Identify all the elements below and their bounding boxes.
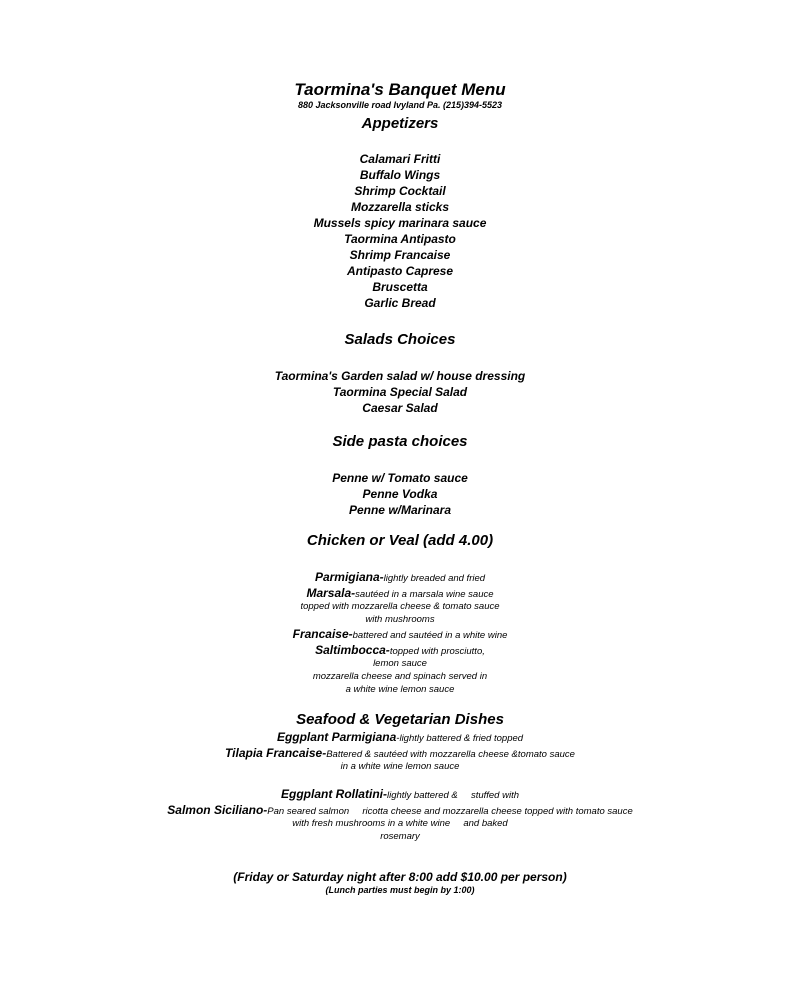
dish-description-line: with fresh mushrooms in a white wine and baked <box>292 818 508 829</box>
dish-salmon-siciliano <box>0 804 800 817</box>
dish-description: lightly breaded and fried <box>383 573 486 584</box>
list-item: Shrimp Cocktail <box>354 184 446 198</box>
list-item: Buffalo Wings <box>359 168 441 182</box>
dish-description: topped with prosciutto, <box>389 646 485 657</box>
lunch-note: (Lunch parties must begin by 1:00) <box>325 885 475 895</box>
list-item: Penne w/ Tomato sauce <box>332 471 468 485</box>
dish-description-line: rosemary <box>380 831 420 842</box>
dish-description-line: topped with mozzarella cheese & tomato sauce <box>300 601 500 612</box>
list-item: Taormina Antipasto <box>344 232 456 246</box>
seafood-heading: Seafood & Vegetarian Dishes <box>296 711 504 728</box>
dish-eggplant-rollatini <box>0 788 800 801</box>
dish-description: lightly battered & stuffed with <box>386 790 519 801</box>
dish-description: Pan seared salmon ricotta cheese and mozzarella cheese topped with tomato sauce <box>267 806 633 817</box>
dish-name: Marsala- <box>306 586 356 600</box>
list-item: Taormina's Garden salad w/ house dressing <box>274 369 526 383</box>
dish-name: Eggplant Rollatini- <box>280 787 387 801</box>
dish-name: Saltimbocca- <box>315 643 390 657</box>
list-item: Caesar Salad <box>362 401 438 415</box>
list-item: Antipasto Caprese <box>346 264 454 278</box>
dish-parmigiana <box>0 571 800 584</box>
list-item: Shrimp Francaise <box>349 248 451 262</box>
list-item: Penne w/Marinara <box>348 503 452 517</box>
dish-tilapia-francaise <box>0 747 800 760</box>
pasta-heading: Side pasta choices <box>332 433 468 450</box>
list-item: Calamari Fritti <box>359 152 441 166</box>
chicken-veal-heading: Chicken or Veal (add 4.00) <box>306 532 494 549</box>
appetizers-heading: Appetizers <box>361 115 439 132</box>
page-title: Taormina's Banquet Menu <box>294 80 506 99</box>
weekend-surcharge-note: (Friday or Saturday night after 8:00 add $10.00 per person) <box>233 870 567 884</box>
dish-description-line: lemon sauce <box>373 658 427 669</box>
dish-description-line: in a white wine lemon sauce <box>340 761 460 772</box>
dish-description-line: mozzarella cheese and spinach served in <box>312 671 488 682</box>
dish-description: -lightly battered & fried topped <box>396 733 524 744</box>
list-item: Taormina Special Salad <box>332 385 468 399</box>
dish-description: sautéed in a marsala wine sauce <box>355 589 494 600</box>
dish-description: battered and sautéed in a white wine <box>352 630 508 641</box>
dish-name: Eggplant Parmigiana <box>276 730 397 744</box>
list-item: Mozzarella sticks <box>350 200 450 214</box>
dish-description-line: with mushrooms <box>365 614 435 625</box>
dish-description-line: a white wine lemon sauce <box>345 684 455 695</box>
list-item: Bruscetta <box>372 280 428 294</box>
list-item: Garlic Bread <box>364 296 436 310</box>
dish-name: Parmigiana- <box>314 570 384 584</box>
dish-name: Tilapia Francaise- <box>225 746 327 760</box>
dish-description: Battered & sautéed with mozzarella cheese &tomato sauce <box>326 749 575 760</box>
list-item: Penne Vodka <box>362 487 438 501</box>
dish-name: Salmon Siciliano- <box>167 803 268 817</box>
dish-francaise <box>0 628 800 641</box>
list-item: Mussels spicy marinara sauce <box>313 216 487 230</box>
dish-saltimbocca <box>0 644 800 657</box>
salads-heading: Salads Choices <box>344 331 456 348</box>
dish-name: Francaise- <box>292 627 353 641</box>
dish-eggplant-parmigiana <box>0 731 800 744</box>
dish-marsala <box>0 587 800 600</box>
address-line: 880 Jacksonville road Ivyland Pa. (215)394-5523 <box>297 100 503 110</box>
